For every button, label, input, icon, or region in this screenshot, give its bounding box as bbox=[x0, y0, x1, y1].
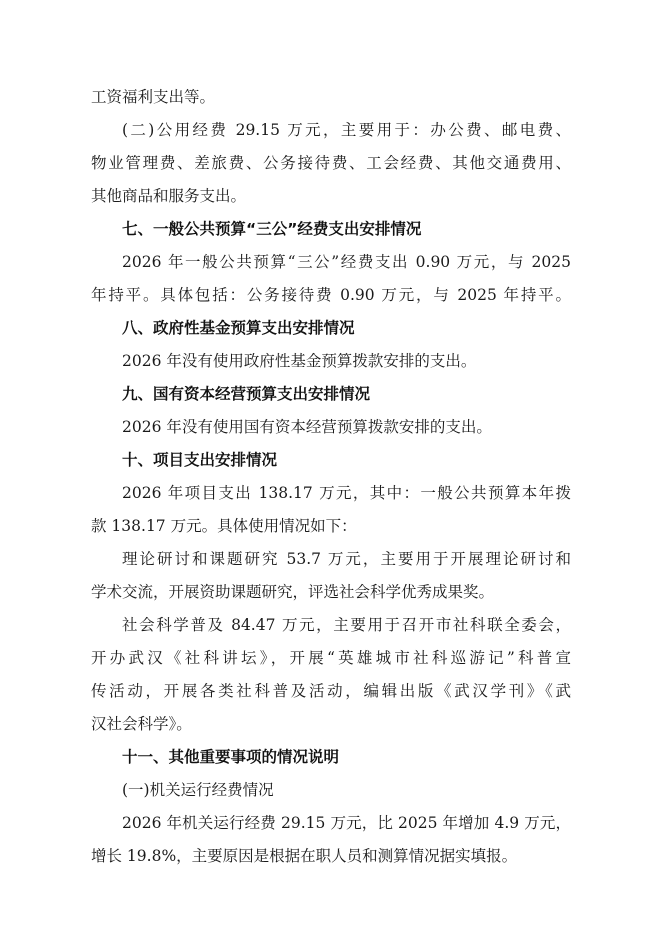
paragraph-line: 学术交流，开展资助课题研究，评选社会科学优秀成果奖。 bbox=[91, 583, 495, 601]
paragraph-line: 传活动，开展各类社科普及活动，编辑出版《武汉学刊》《武 bbox=[91, 682, 571, 700]
paragraph-line: 社会科学普及 84.47 万元，主要用于召开市社科联全委会， bbox=[122, 616, 571, 634]
paragraph-line: 其他商品和服务支出。 bbox=[91, 187, 247, 205]
paragraph-line: 2026 年机关运行经费 29.15 万元，比 2025 年增加 4.9 万元， bbox=[122, 814, 571, 832]
section-heading-8: 八、政府性基金预算支出安排情况 bbox=[122, 319, 355, 337]
section-heading-7: 七、一般公共预算“三公”经费支出安排情况 bbox=[122, 220, 422, 238]
section-heading-9: 九、国有资本经营预算支出安排情况 bbox=[122, 385, 371, 403]
paragraph-line: 2026 年没有使用国有资本经营预算拨款安排的支出。 bbox=[122, 418, 492, 436]
paragraph-line: 增长 19.8%，主要原因是根据在职人员和测算情况据实填报。 bbox=[91, 847, 518, 865]
section-heading-10: 十、项目支出安排情况 bbox=[122, 451, 278, 469]
subsection-heading: (一)机关运行经费情况 bbox=[122, 781, 274, 799]
paragraph-line: 汉社会科学》。 bbox=[91, 715, 192, 733]
paragraph-line: 款 138.17 万元。具体使用情况如下： bbox=[91, 517, 357, 535]
paragraph-line: 开办武汉《社科讲坛》，开展“英雄城市社科巡游记”科普宣 bbox=[91, 649, 571, 667]
paragraph-line: 工资福利支出等。 bbox=[91, 88, 216, 106]
paragraph-line: 理论研讨和课题研究 53.7 万元，主要用于开展理论研讨和 bbox=[122, 550, 571, 568]
paragraph-line: 2026 年一般公共预算“三公”经费支出 0.90 万元，与 2025 bbox=[122, 253, 571, 271]
section-heading-11: 十一、其他重要事项的情况说明 bbox=[122, 748, 340, 766]
paragraph-line: 2026 年没有使用政府性基金预算拨款安排的支出。 bbox=[122, 352, 477, 370]
paragraph-line: 年持平。具体包括：公务接待费 0.90 万元，与 2025 年持平。 bbox=[91, 286, 571, 304]
paragraph-line: 2026 年项目支出 138.17 万元，其中：一般公共预算本年拨 bbox=[122, 484, 571, 502]
paragraph-line: 物业管理费、差旅费、公务接待费、工会经费、其他交通费用、 bbox=[91, 154, 571, 172]
paragraph-line: (二)公用经费 29.15 万元，主要用于：办公费、邮电费、 bbox=[122, 121, 571, 139]
